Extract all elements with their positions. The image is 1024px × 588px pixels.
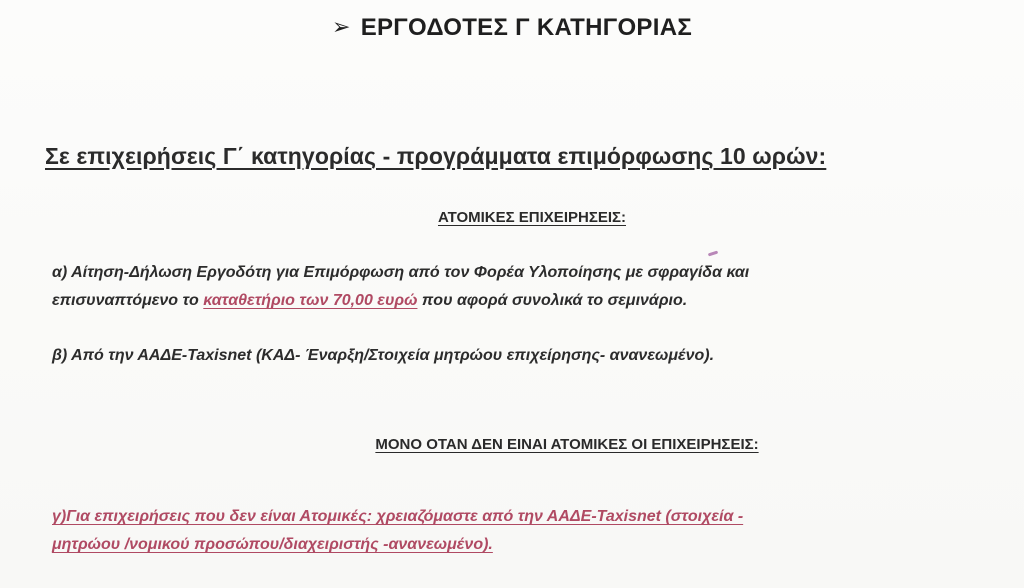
item-a-line-2-start: επισυναπτόμενο το — [52, 292, 204, 309]
heading-non-individual-businesses: ΜΟΝΟ ΟΤΑΝ ΔΕΝ ΕΙΝΑΙ ΑΤΟΜΙΚΕΣ ΟΙ ΕΠΙΧΕΙΡΗΣΕΙΣ: — [375, 436, 759, 453]
item-b-paragraph: β) Από την ΑΑΔΕ-Taxisnet (ΚΑΔ- Έναρξη/Στοιχεία μητρώου επιχείρησης- ανανεωμένο). — [52, 347, 715, 364]
item-c-line-1: γ)Για επιχειρήσεις που δεν είναι Ατομικές: χρειαζόμαστε από την ΑΑΔΕ-Taxisnet (στοιχεία - — [52, 508, 744, 525]
ink-mark — [708, 251, 718, 257]
item-c-line-2: μητρώου /νομικού προσώπου/διαχειριστής -ανανεωμένο). — [52, 536, 493, 553]
item-c-paragraph — [52, 503, 743, 559]
heading-individual-businesses: ΑΤΟΜΙΚΕΣ ΕΠΙΧΕΙΡΗΣΕΙΣ: — [437, 209, 626, 226]
document-title — [0, 14, 1024, 42]
item-a-paragraph — [52, 259, 749, 315]
document-title-text: ΕΡΓΟΔΟΤΕΣ Γ ΚΑΤΗΓΟΡΙΑΣ — [360, 14, 693, 41]
item-a-line-1: α) Αίτηση-Δήλωση Εργοδότη για Επιμόρφωση από τον Φορέα Υλοποίησης με σφραγίδα και — [52, 264, 750, 281]
arrow-bullet-icon: ➢ — [331, 14, 351, 39]
section-subtitle: Σε επιχειρήσεις Γ΄ κατηγορίας - προγράμματα επιμόρφωσης 10 ωρών: — [45, 143, 827, 169]
item-a-line-2 — [52, 287, 749, 315]
deposit-receipt-highlight: καταθετήριο των 70,00 ευρώ — [203, 292, 418, 309]
item-a-line-2-end: που αφορά συνολικά το σεμινάριο. — [417, 292, 688, 309]
